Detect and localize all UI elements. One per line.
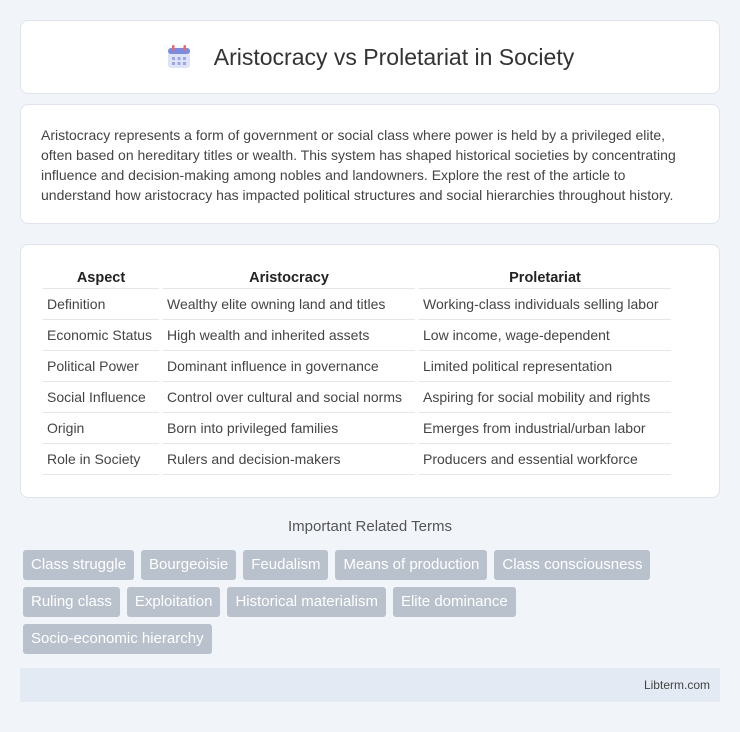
column-header: Proletariat (419, 266, 671, 289)
term-tag[interactable]: Class consciousness (494, 550, 650, 580)
term-tag[interactable]: Class struggle (23, 550, 134, 580)
table-cell: Control over cultural and social norms (163, 382, 415, 413)
calendar-icon (166, 44, 192, 70)
table-cell: Born into privileged families (163, 413, 415, 444)
table-row (43, 289, 671, 320)
related-terms-list (23, 550, 703, 661)
intro-card (20, 104, 720, 224)
header-card (20, 20, 720, 94)
table-cell: Limited political representation (419, 351, 671, 382)
table-cell: Working-class individuals selling labor (419, 289, 671, 320)
comparison-table-card (20, 244, 720, 498)
table-cell: Low income, wage-dependent (419, 320, 671, 351)
related-terms-title: Important Related Terms (288, 518, 452, 535)
table-row (43, 320, 671, 351)
table-cell: Aspiring for social mobility and rights (419, 382, 671, 413)
table-cell: Role in Society (43, 444, 159, 475)
term-tag[interactable]: Historical materialism (227, 587, 386, 617)
term-tag[interactable]: Bourgeoisie (141, 550, 236, 580)
table-header-row (43, 266, 671, 289)
term-tag[interactable]: Means of production (335, 550, 487, 580)
footer (20, 668, 720, 702)
table-cell: Wealthy elite owning land and titles (163, 289, 415, 320)
table-cell: Economic Status (43, 320, 159, 351)
term-tag[interactable]: Socio-economic hierarchy (23, 624, 212, 654)
table-row (43, 351, 671, 382)
footer-site-link[interactable]: Libterm.com (643, 678, 710, 692)
table-row (43, 413, 671, 444)
term-tag[interactable]: Elite dominance (393, 587, 516, 617)
comparison-table (39, 266, 675, 475)
column-header: Aristocracy (163, 266, 415, 289)
table-cell: High wealth and inherited assets (163, 320, 415, 351)
table-row (43, 382, 671, 413)
table-cell: Rulers and decision-makers (163, 444, 415, 475)
table-cell: Dominant influence in governance (163, 351, 415, 382)
intro-text: Aristocracy represents a form of government or social class where power is held by a privileged elite, often based on hereditary titles or wealth. This system has shaped historical societies by concentrating influence and decision-making among nobles and landowners. Explore the rest of the article to understand how aristocracy has impacted political structures and social hierarchies throughout history. (41, 127, 676, 203)
table-cell: Political Power (43, 351, 159, 382)
table-row (43, 444, 671, 475)
term-tag[interactable]: Ruling class (23, 587, 120, 617)
table-cell: Social Influence (43, 382, 159, 413)
table-cell: Producers and essential workforce (419, 444, 671, 475)
term-tag[interactable]: Feudalism (243, 550, 328, 580)
table-cell: Emerges from industrial/urban labor (419, 413, 671, 444)
page-title: Aristocracy vs Proletariat in Society (213, 43, 575, 70)
table-cell: Definition (43, 289, 159, 320)
table-cell: Origin (43, 413, 159, 444)
column-header: Aspect (43, 266, 159, 289)
term-tag[interactable]: Exploitation (127, 587, 221, 617)
